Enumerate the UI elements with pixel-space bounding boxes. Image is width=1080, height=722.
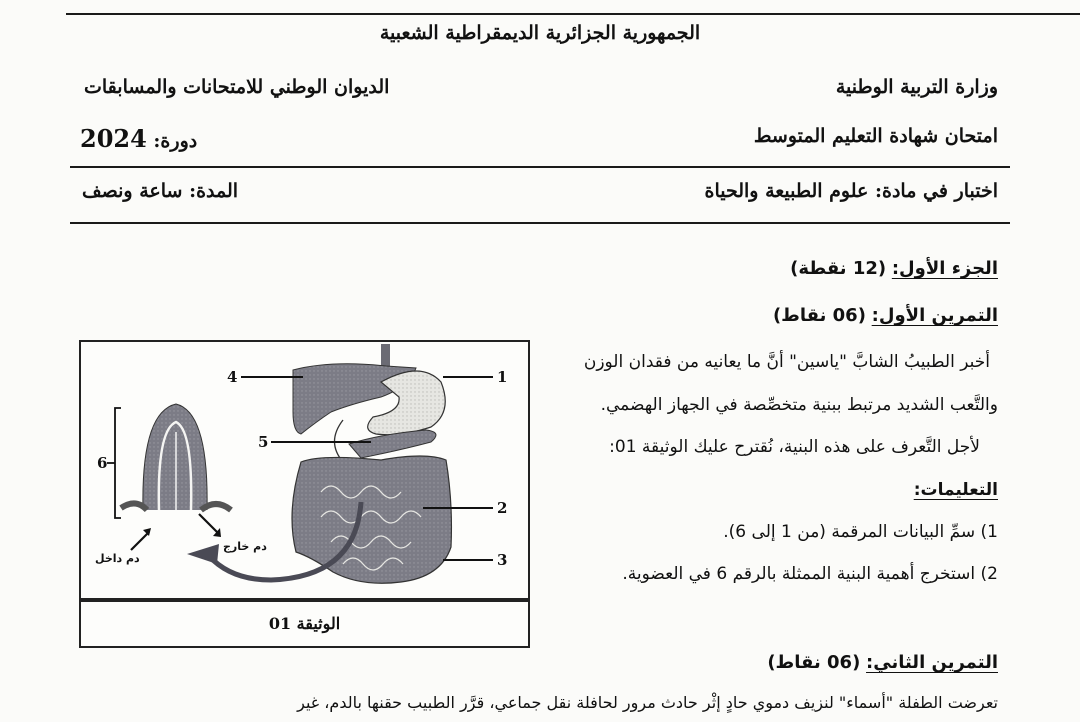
digestive-system-diagram <box>81 342 528 598</box>
document-01-caption: الوثيقة 01 <box>79 600 530 648</box>
document-01-figure <box>79 340 530 600</box>
header-rule-1 <box>70 166 1010 168</box>
blood-out-label: دم خارج <box>223 540 267 553</box>
blood-in-label: دم داخل <box>95 552 140 565</box>
header-rule-2 <box>70 222 1010 224</box>
esophagus-shape <box>381 344 390 368</box>
top-rule <box>66 13 1080 15</box>
exam-duration: المدة: ساعة ونصف <box>82 180 239 202</box>
question-2: 2) استخرج أهمية البنية الممثلة بالرقم 6 في العضوية. <box>622 564 998 584</box>
part1-points: (12 نقطة) <box>790 258 887 279</box>
label-5: 5 <box>258 433 269 451</box>
label-3: 3 <box>497 551 508 569</box>
exam-subject: اختبار في مادة: علوم الطبيعة والحياة <box>704 180 998 202</box>
exercise1-heading <box>773 305 998 326</box>
part1-title: الجزء الأول: <box>891 258 998 279</box>
session-label: دورة: <box>153 130 198 152</box>
instructions-heading: التعليمات: <box>913 480 998 500</box>
exercise1-paragraph-line: أخبر الطبيبُ الشابَّ "ياسين" أنَّ ما يعانيه من فقدان الوزن <box>583 352 990 372</box>
label-2: 2 <box>497 499 508 517</box>
exercise1-points: (06 نقاط) <box>772 305 866 326</box>
country-title: الجمهورية الجزائرية الديمقراطية الشعبية <box>379 22 701 44</box>
part1-heading <box>790 258 998 279</box>
question-1: 1) سمِّ البيانات المرقمة (من 1 إلى 6). <box>723 522 998 542</box>
exam-office-name: الديوان الوطني للامتحانات والمسابقات <box>84 76 390 98</box>
exercise2-points: (06 نقاط) <box>767 652 861 673</box>
exam-name: امتحان شهادة التعليم المتوسط <box>753 125 998 147</box>
intestine-shape <box>292 456 451 583</box>
exercise1-title: التمرين الأول: <box>871 305 998 326</box>
exercise1-paragraph-line: والتَّعب الشديد مرتبط ببنية متخصِّصة في الجهاز الهضمي. <box>600 395 998 415</box>
pancreas-shape <box>349 430 436 458</box>
label-6: 6 <box>97 454 108 472</box>
label-1: 1 <box>497 368 508 386</box>
ministry-name: وزارة التربية الوطنية <box>835 76 998 98</box>
exercise2-title: التمرين الثاني: <box>866 652 998 673</box>
exercise1-paragraph-line: لأجل التَّعرف على هذه البنية، نُقترح عليك الوثيقة 01: <box>609 437 980 457</box>
session <box>80 124 197 153</box>
label-4: 4 <box>227 368 238 386</box>
session-year: 2024 <box>80 124 147 153</box>
villus-shape <box>143 404 207 510</box>
exercise2-paragraph: تعرضت الطفلة "أسماء" لنزيف دموي حادٍ إثْر حادث مرور لحافلة نقل جماعي، قرَّر الطبيب حقنها بالدم، غير <box>297 693 998 712</box>
exercise2-heading <box>767 652 998 673</box>
